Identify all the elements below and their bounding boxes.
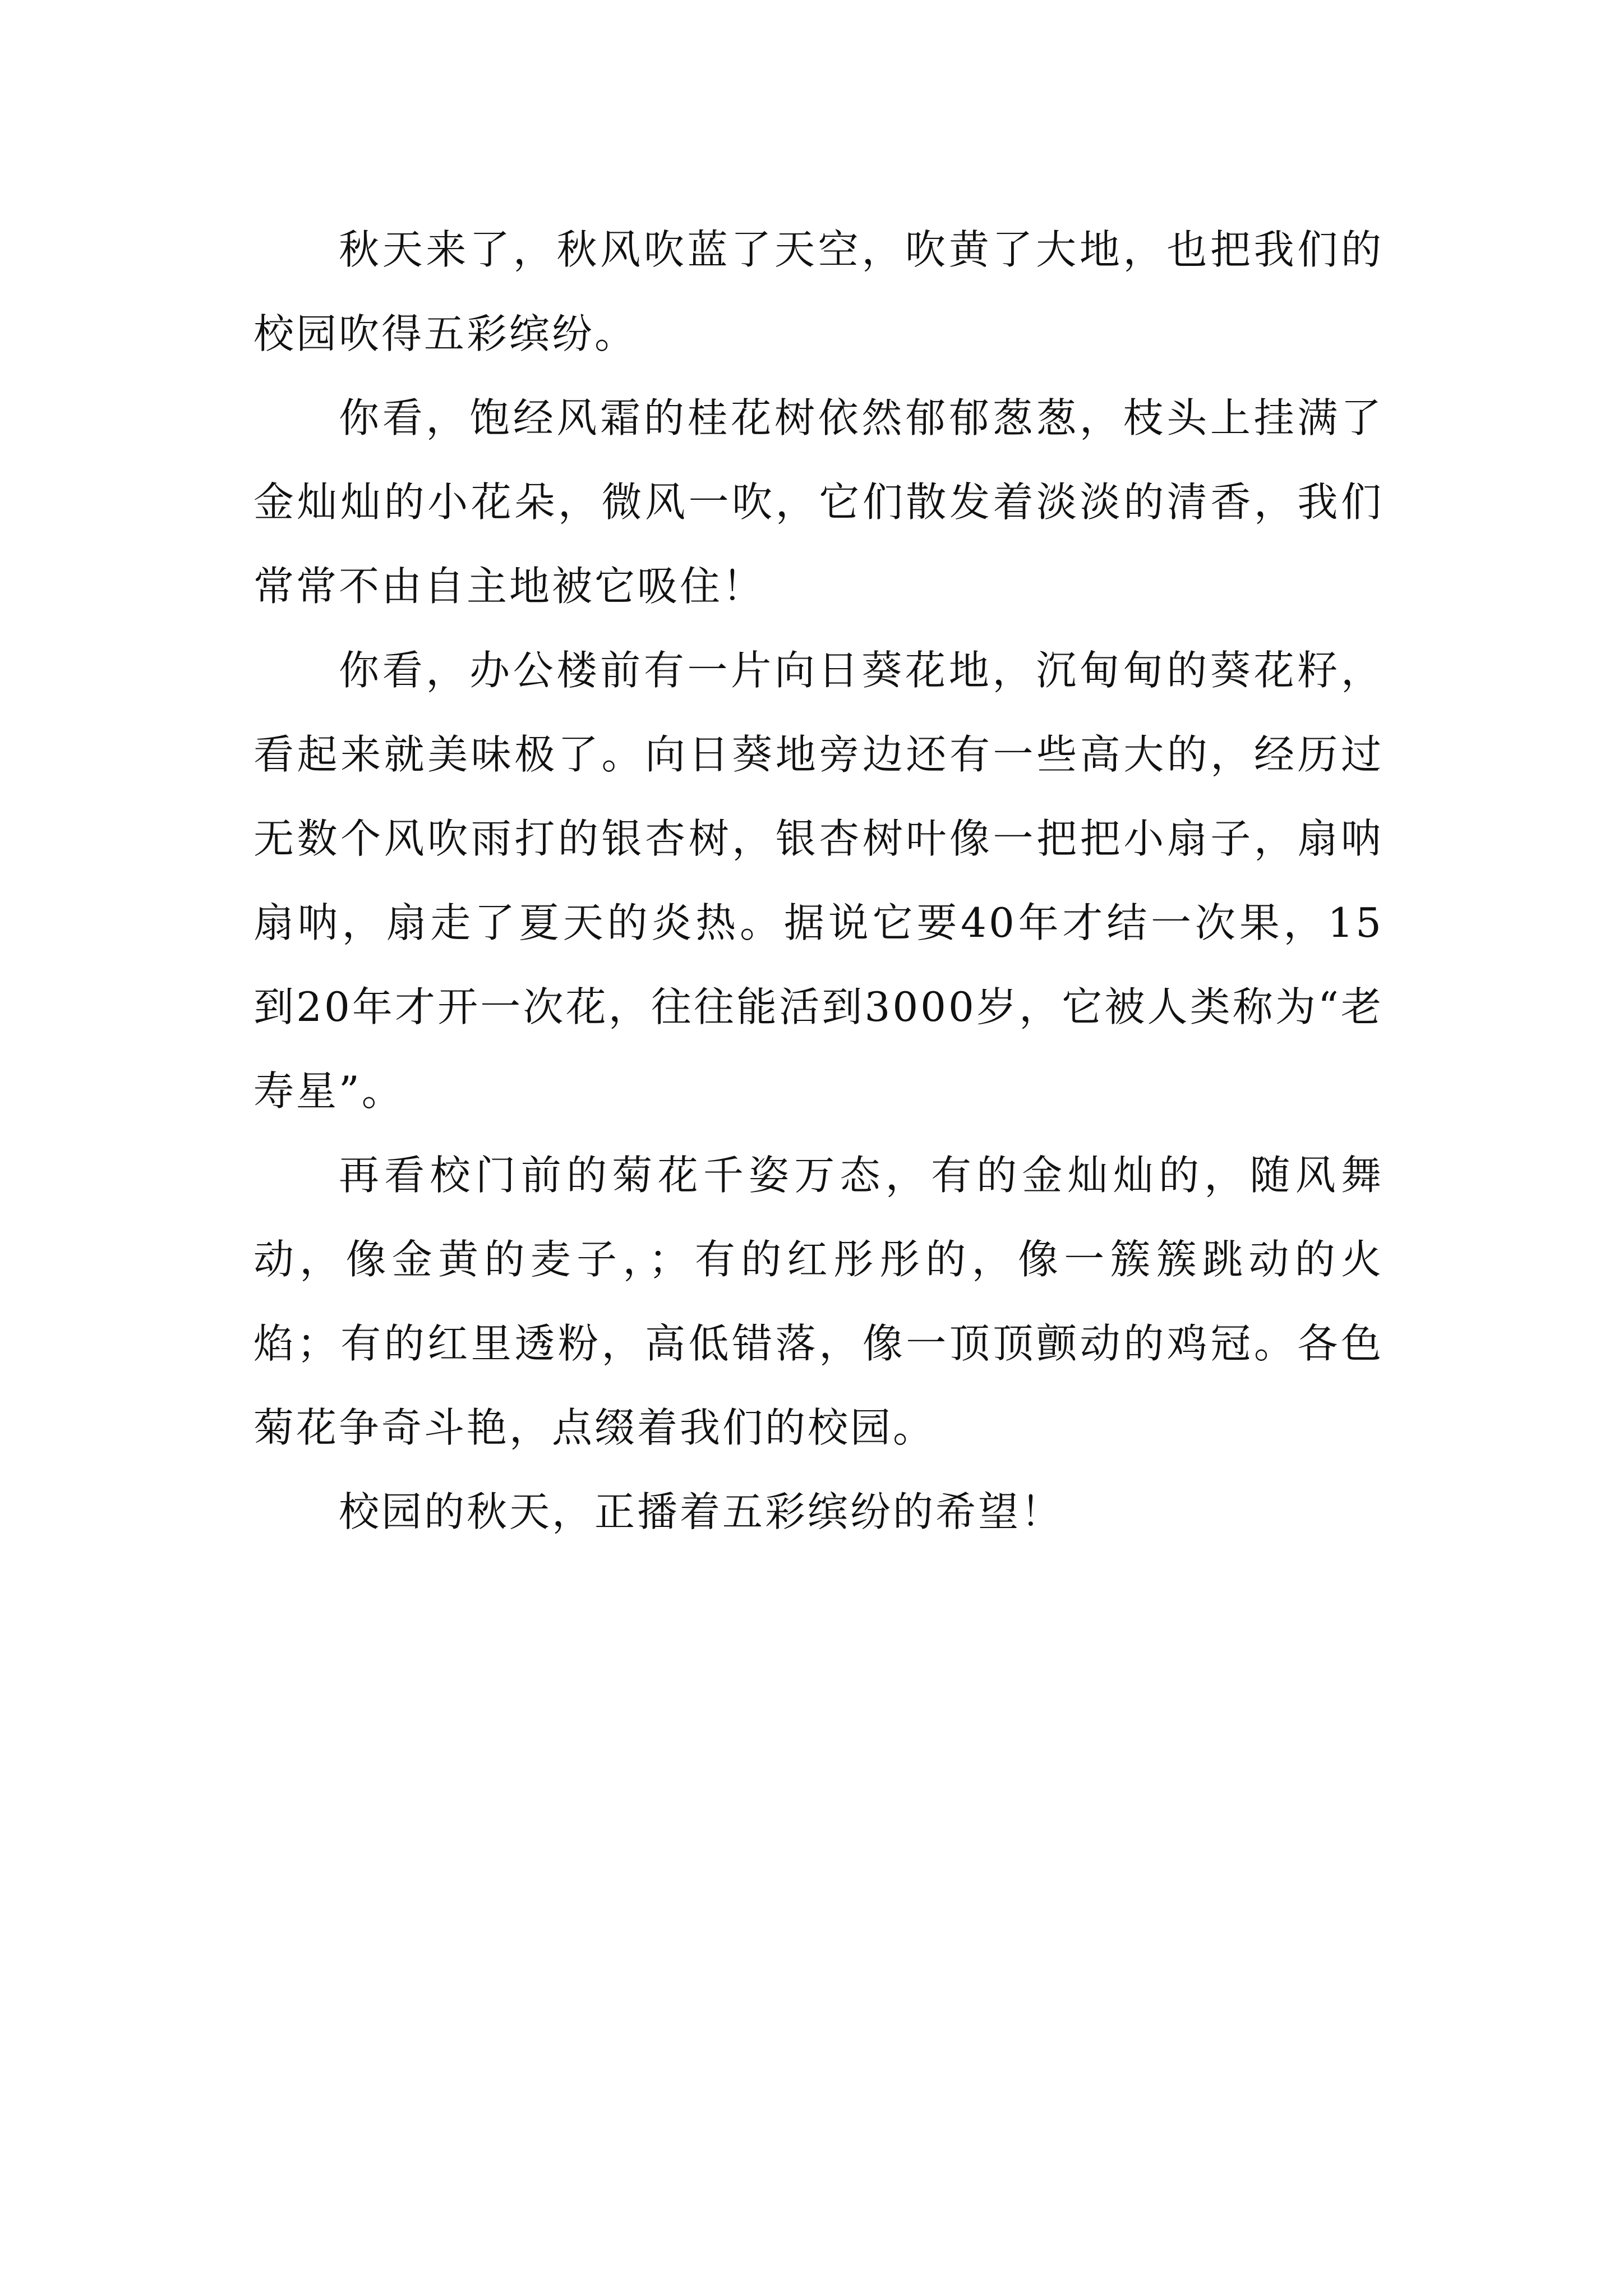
paragraph-4: 再看校门前的菊花千姿万态，有的金灿灿的，随风舞动，像金黄的麦子，；有的红彤彤的，像一簇簇跳动的火焰；有的红里透粉，高低错落，像一顶顶颤动的鸡冠。各色菊花争奇斗艳，点缀着我们的校园。 [253, 1152, 1384, 1451]
paragraph-2: 你看，饱经风霜的桂花树依然郁郁葱葱，枝头上挂满了金灿灿的小花朵，微风一吹，它们散发着淡淡的清香，我们常常不由自主地被它吸住！ [253, 394, 1384, 610]
paragraph-5: 校园的秋天，正播着五彩缤纷的希望！ [339, 1488, 1064, 1535]
paragraph-1: 秋天来了，秋风吹蓝了天空，吹黄了大地，也把我们的校园吹得五彩缤纷。 [253, 226, 1384, 357]
paragraph-3: 你看，办公楼前有一片向日葵花地，沉甸甸的葵花籽，看起来就美味极了。向日葵地旁边还有一些高大的，经历过无数个风吹雨打的银杏树，银杏树叶像一把把小扇子，扇呐扇呐，扇走了夏天的炎热。据说它要40年才结一次果，15到20年才开一次花，往往能活到3000岁，它被人类称为“老寿星”。 [253, 647, 1384, 1115]
document-body [253, 208, 1384, 1554]
